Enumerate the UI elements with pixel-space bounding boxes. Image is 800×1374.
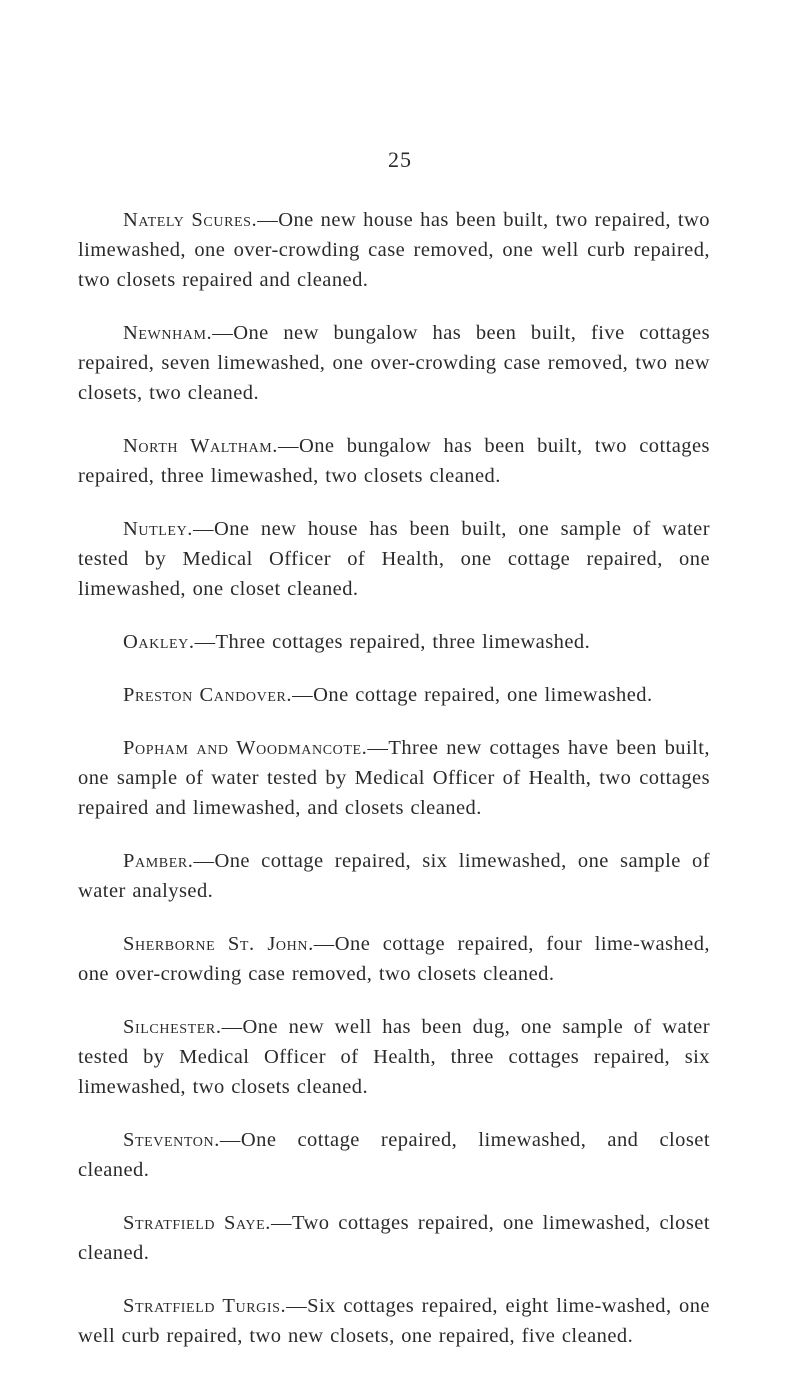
place-name: Pamber. — [123, 850, 194, 872]
paragraph-stratfield-saye — [78, 1208, 710, 1268]
place-name: Stratfield Turgis. — [123, 1295, 287, 1317]
paragraph-text: —Two cottages repaired, one limewashed, closet cleaned. — [78, 1212, 710, 1264]
place-name: Stratfield Saye. — [123, 1212, 272, 1234]
paragraph-stratfield-turgis — [78, 1291, 710, 1351]
place-name: Steventon. — [123, 1129, 220, 1151]
paragraph-text: —One cottage repaired, six limewashed, one sample of water analysed. — [78, 850, 710, 902]
paragraph-text: —One new bungalow has been built, five cottages repaired, seven limewashed, one over-crowding case removed, two new closets, two cleaned. — [78, 322, 710, 404]
paragraph-pamber — [78, 846, 710, 906]
place-name: Silchester. — [123, 1016, 222, 1038]
place-name: Nately Scures. — [123, 209, 258, 231]
place-name: Preston Candover. — [123, 684, 293, 706]
paragraph-text: —Three cottages repaired, three limewashed. — [194, 631, 591, 653]
document-body — [78, 205, 710, 1374]
place-name: Popham and Woodmancote. — [123, 737, 368, 759]
page-number: 25 — [388, 147, 412, 172]
paragraph-text: —One cottage repaired, four lime-washed, one over-crowding case removed, two closets cleaned. — [78, 933, 710, 985]
paragraph-silchester — [78, 1012, 710, 1102]
paragraph-text: —One new well has been dug, one sample of water tested by Medical Officer of Health, three cottages repaired, six limewashed, two closets cleaned. — [78, 1016, 710, 1098]
paragraph-popham-woodmancote — [78, 733, 710, 823]
paragraph-north-waltham — [78, 431, 710, 491]
paragraph-text: —Six cottages repaired, eight lime-washed, one well curb repaired, two new closets, one repaired, five cleaned. — [78, 1295, 710, 1347]
paragraph-nately-scures — [78, 205, 710, 295]
place-name: Sherborne St. John. — [123, 933, 314, 955]
paragraph-text: —One new house has been built, two repaired, two limewashed, one over-crowding case removed, one well curb repaired, two closets repaired and cleaned. — [78, 209, 710, 291]
paragraph-preston-candover — [78, 680, 710, 710]
place-name: Newnham. — [123, 322, 213, 344]
place-name: Nutley. — [123, 518, 194, 540]
paragraph-text: —One bungalow has been built, two cottages repaired, three limewashed, two closets cleaned. — [78, 435, 710, 487]
paragraph-text: —One cottage repaired, one limewashed. — [292, 684, 653, 706]
place-name: North Waltham. — [123, 435, 278, 457]
paragraph-newnham — [78, 318, 710, 408]
paragraph-sherborne-st-john — [78, 929, 710, 989]
paragraph-text: —Three new cottages have been built, one sample of water tested by Medical Officer of Health, two cottages repaired and limewashed, and closets cleaned. — [78, 737, 710, 819]
paragraph-steventon — [78, 1125, 710, 1185]
paragraph-text: —One new house has been built, one sample of water tested by Medical Officer of Health, one cottage repaired, one limewashed, one closet cleaned. — [78, 518, 710, 600]
place-name: Oakley. — [123, 631, 195, 653]
paragraph-nutley — [78, 514, 710, 604]
paragraph-oakley — [78, 627, 710, 657]
paragraph-text: —One cottage repaired, limewashed, and closet cleaned. — [78, 1129, 710, 1181]
